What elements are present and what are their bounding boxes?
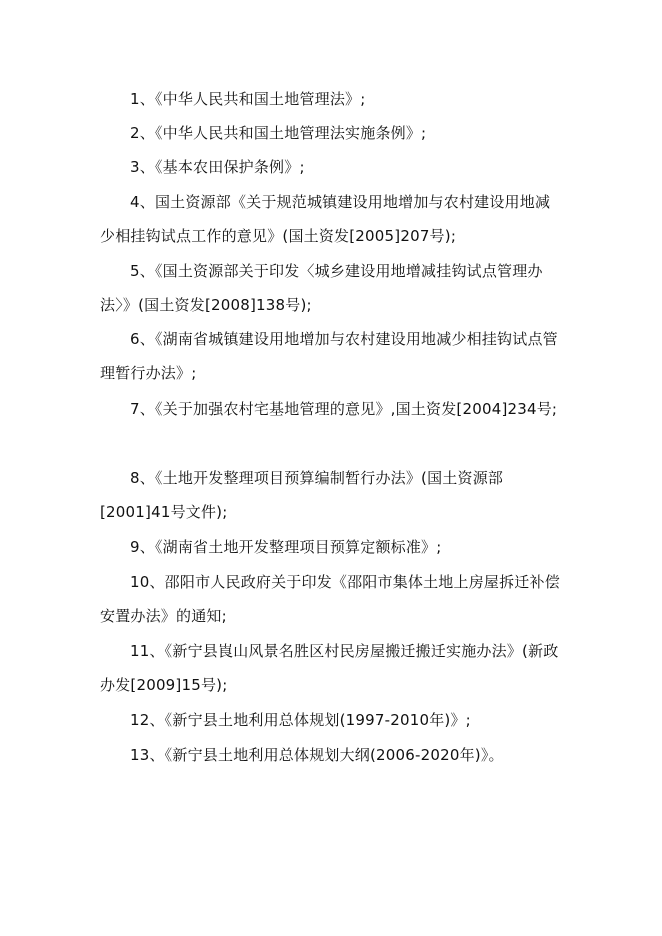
reference-item-10: 10、邵阳市人民政府关于印发《邵阳市集体土地上房屋拆迁补偿安置办法》的通知; — [100, 573, 560, 625]
reference-item-8: 8、《土地开发整理项目预算编制暂行办法》(国土资源部[2001]41号文件); — [100, 469, 504, 521]
reference-item-6: 6、《湖南省城镇建设用地增加与农村建设用地减少相挂钩试点管理暂行办法》; — [100, 330, 558, 382]
reference-item-7: 7、《关于加强农村宅基地管理的意见》,国土资发[2004]234号; — [130, 400, 558, 418]
reference-item-12: 12、《新宁县土地利用总体规划(1997-2010年)》; — [130, 711, 471, 729]
reference-item-11: 11、《新宁县崀山风景名胜区村民房屋搬迁搬迁实施办法》(新政办发[2009]15号); — [100, 642, 559, 694]
reference-item-2: 2、《中华人民共和国土地管理法实施条例》; — [130, 124, 427, 142]
reference-item-5: 5、《国土资源部关于印发〈城乡建设用地增减挂钩试点管理办法〉》(国土资发[2008]138号); — [100, 262, 543, 314]
reference-item-13: 13、《新宁县土地利用总体规划大纲(2006-2020年)》。 — [130, 746, 504, 764]
reference-item-9: 9、《湖南省土地开发整理项目预算定额标准》; — [130, 538, 442, 556]
reference-item-4: 4、国土资源部《关于规范城镇建设用地增加与农村建设用地减少相挂钩试点工作的意见》(国土资发[2005]207号); — [100, 193, 551, 245]
reference-item-3: 3、《基本农田保护条例》; — [130, 158, 305, 176]
reference-item-1: 1、《中华人民共和国土地管理法》; — [130, 90, 366, 108]
